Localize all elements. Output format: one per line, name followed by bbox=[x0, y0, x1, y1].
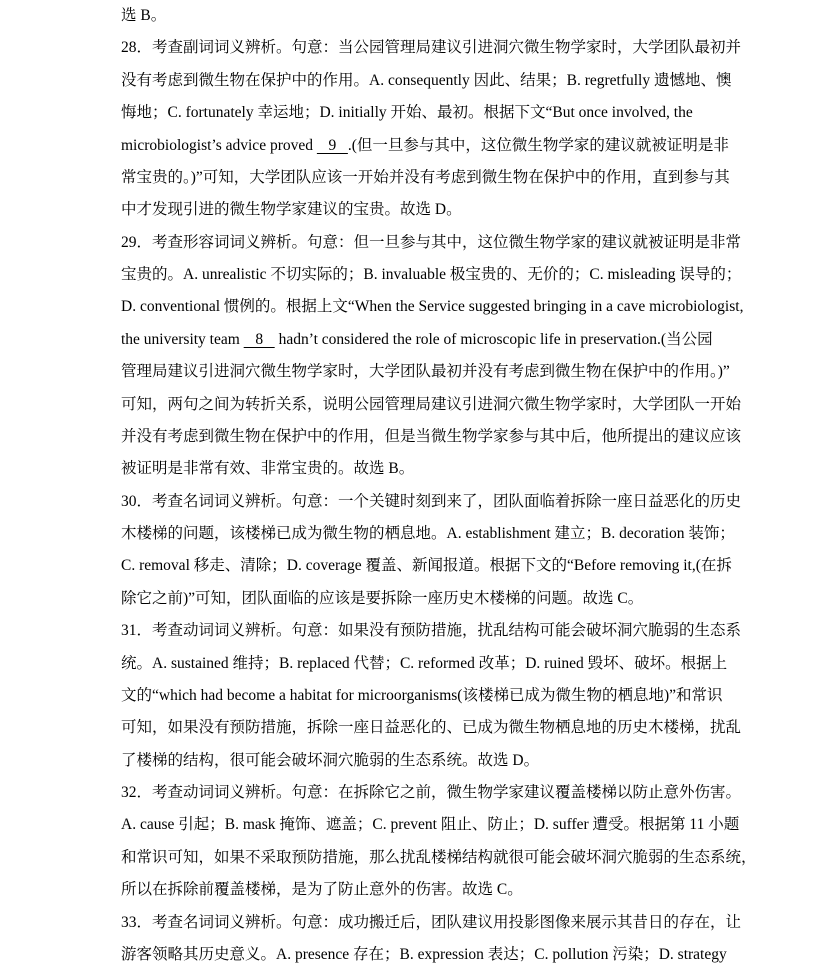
text-line bbox=[121, 777, 761, 809]
text-line bbox=[121, 227, 761, 259]
text-line bbox=[121, 194, 761, 226]
text-line bbox=[121, 291, 761, 323]
text-segment: 悔地；C. fortunately 幸运地；D. initially 开始、最初。根据下文“But once involved, the bbox=[121, 104, 693, 122]
text-segment: 30．考查名词词义辨析。句意：一个关键时刻到来了，团队面临着拆除一座日益恶化的历史 bbox=[121, 492, 742, 510]
text-segment: 可知，两句之间为转折关系，说明公园管理局建议引进洞穴微生物学家时，大学团队一开始 bbox=[121, 395, 742, 413]
text-segment: 可知，如果没有预防措施，拆除一座日益恶化的、已成为微生物栖息地的历史木楼梯，扰乱 bbox=[121, 719, 742, 737]
text-segment: 28．考查副词词义辨析。句意：当公园管理局建议引进洞穴微生物学家时，大学团队最初并 bbox=[121, 39, 742, 57]
text-segment: A. cause 引起；B. mask 掩饰、遮盖；C. prevent 阻止、防止；D. suffer 遭受。根据第 11 小题 bbox=[121, 816, 740, 834]
text-segment: 31．考查动词词义辨析。句意：如果没有预防措施，扰乱结构可能会破坏洞穴脆弱的生态系 bbox=[121, 622, 742, 640]
text-segment: hadn’t considered the role of microscopic life in preservation.(当公园 bbox=[274, 330, 713, 348]
text-line bbox=[121, 453, 761, 485]
text-segment: microbiologist’s advice proved bbox=[121, 136, 317, 154]
text-segment: 没有考虑到微生物在保护中的作用。A. consequently 因此、结果；B. regretfully 遗憾地、懊 bbox=[121, 71, 732, 89]
text-line bbox=[121, 745, 761, 777]
text-segment: 33．考查名词词义辨析。句意：成功搬迁后，团队建议用投影图像来展示其昔日的存在，让 bbox=[121, 913, 742, 931]
text-segment: 文的“which had become a habitat for microorganisms(该楼梯已成为微生物的栖息地)”和常识 bbox=[121, 686, 723, 704]
text-segment: 统。A. sustained 维持；B. replaced 代替；C. reformed 改革；D. ruined 毁坏、破坏。根据上 bbox=[121, 654, 728, 672]
text-segment: 和常识可知，如果不采取预防措施，那么扰乱楼梯结构就很可能会破坏洞穴脆弱的生态系统， bbox=[121, 848, 757, 866]
text-line bbox=[121, 32, 761, 64]
text-line bbox=[121, 615, 761, 647]
text-segment: 32．考查动词词义辨析。句意：在拆除它之前，微生物学家建议覆盖楼梯以防止意外伤害。 bbox=[121, 784, 742, 801]
text-line bbox=[121, 389, 761, 421]
text-line bbox=[121, 712, 761, 744]
text-line bbox=[121, 65, 761, 97]
text-line bbox=[121, 324, 761, 356]
text-segment: 宝贵的。A. unrealistic 不切实际的；B. invaluable 极宝贵的、无价的；C. misleading 误导的； bbox=[121, 266, 742, 283]
text-segment: 常宝贵的。)”可知，大学团队应该一开始并没有考虑到微生物在保护中的作用，直到参与其 bbox=[121, 168, 730, 186]
text-segment: the university team bbox=[121, 330, 244, 348]
text-line bbox=[121, 259, 761, 291]
text-segment: 除它之前)”可知，团队面临的应该是要拆除一座历史木楼梯的问题。故选 C。 bbox=[121, 589, 644, 607]
text-segment: 被证明是非常有效、非常宝贵的。故选 B。 bbox=[121, 460, 415, 478]
text-line bbox=[121, 0, 761, 32]
text-segment: 管理局建议引进洞穴微生物学家时，大学团队最初并没有考虑到微生物在保护中的作用。)” bbox=[121, 363, 730, 381]
text-segment: 29．考查形容词词义辨析。句意：但一旦参与其中，这位微生物学家的建议就被证明是非常 bbox=[121, 233, 742, 251]
text-line bbox=[121, 518, 761, 550]
text-line bbox=[121, 486, 761, 518]
text-line bbox=[121, 907, 761, 939]
text-line bbox=[121, 874, 761, 906]
text-segment: D. conventional 惯例的。根据上文“When the Service suggested bringing in a cave microbiologist, bbox=[121, 298, 744, 316]
fill-in-blank: 8 bbox=[243, 330, 275, 348]
text-segment: 所以在拆除前覆盖楼梯，是为了防止意外的伤害。故选 C。 bbox=[121, 881, 523, 899]
text-line bbox=[121, 356, 761, 388]
text-line bbox=[121, 130, 761, 162]
text-segment: 木楼梯的问题，该楼梯已成为微生物的栖息地。A. establishment 建立；B. decoration 装饰； bbox=[121, 525, 735, 542]
text-segment: 中才发现引进的微生物学家建议的宝贵。故选 D。 bbox=[121, 201, 462, 219]
text-segment: 选 B。 bbox=[121, 7, 167, 24]
text-line bbox=[121, 162, 761, 194]
text-segment: .(但一旦参与其中，这位微生物学家的建议就被证明是非 bbox=[347, 136, 729, 154]
text-line bbox=[121, 97, 761, 129]
text-line bbox=[121, 583, 761, 615]
text-line bbox=[121, 648, 761, 680]
text-segment: 并没有考虑到微生物在保护中的作用，但是当微生物学家参与其中后，他所提出的建议应该 bbox=[121, 427, 742, 445]
text-line bbox=[121, 842, 761, 874]
fill-in-blank: 9 bbox=[316, 136, 348, 154]
text-line bbox=[121, 939, 761, 971]
text-line bbox=[121, 550, 761, 582]
text-segment: 游客领略其历史意义。A. presence 存在；B. expression 表达；C. pollution 污染；D. strategy bbox=[121, 945, 727, 963]
text-segment: 了楼梯的结构，很可能会破坏洞穴脆弱的生态系统。故选 D。 bbox=[121, 751, 540, 769]
text-line bbox=[121, 809, 761, 841]
document-text-block bbox=[121, 0, 761, 971]
text-line bbox=[121, 421, 761, 453]
text-segment: C. removal 移走、清除；D. coverage 覆盖、新闻报道。根据下文的“Before removing it,(在拆 bbox=[121, 557, 732, 575]
text-line bbox=[121, 680, 761, 712]
